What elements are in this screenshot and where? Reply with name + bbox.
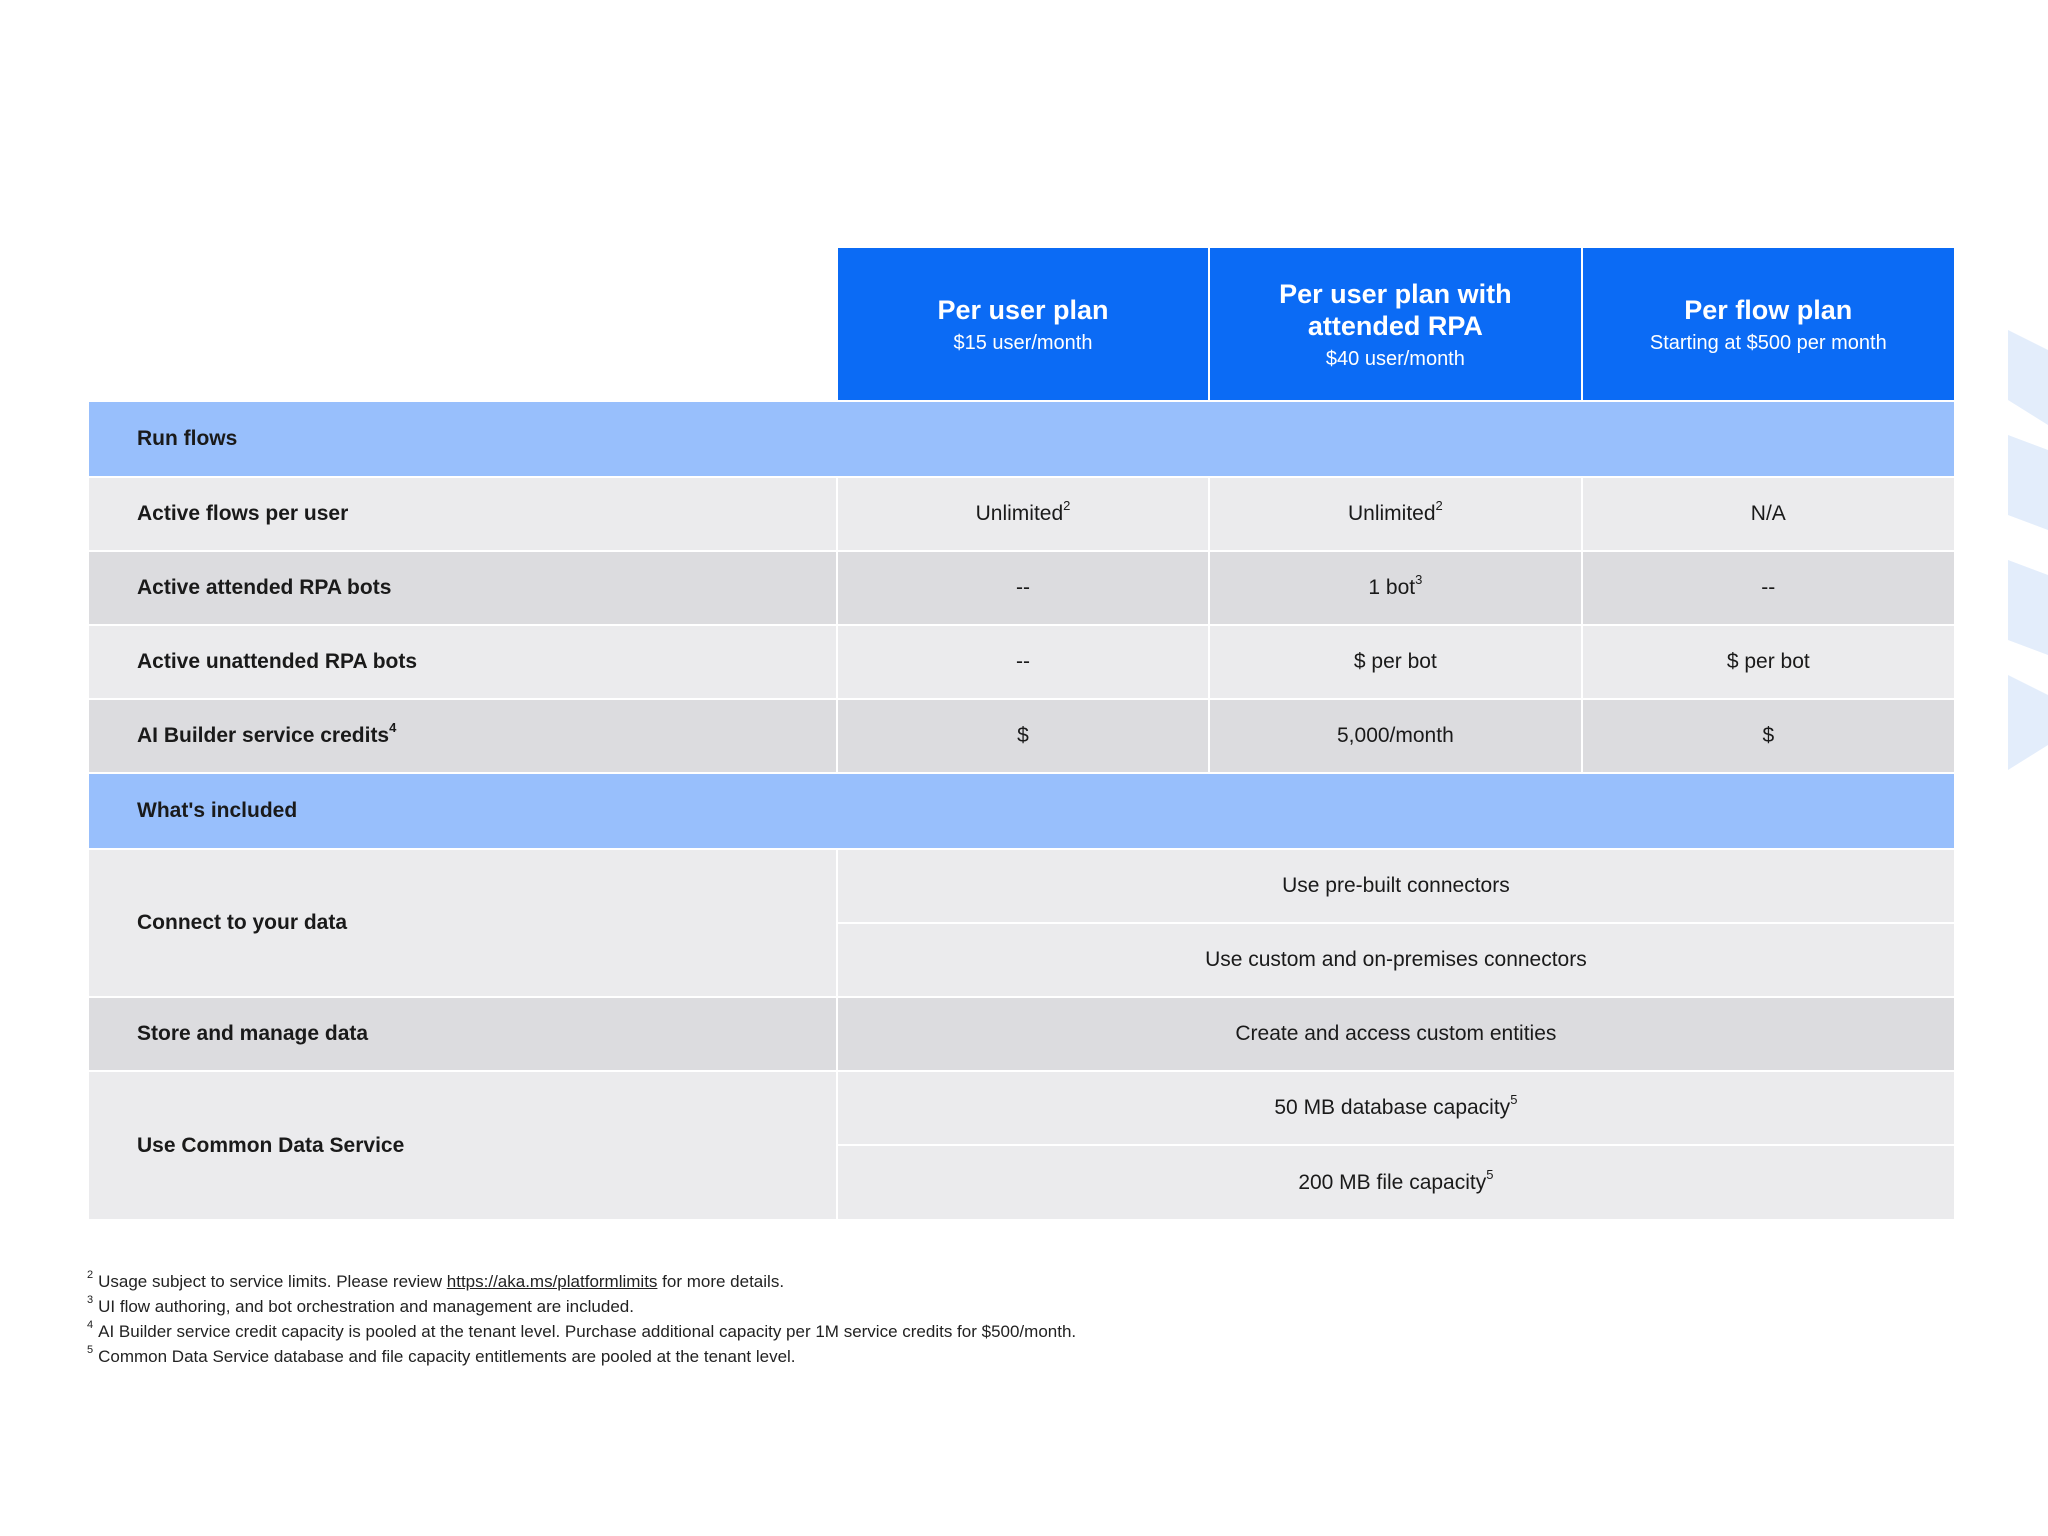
table-row xyxy=(89,477,1954,551)
header-blank-cell xyxy=(89,248,837,401)
platform-limits-link[interactable]: https://aka.ms/platformlimits xyxy=(446,1272,658,1291)
plan-header-per-user xyxy=(837,248,1209,401)
row-label: Active unattended RPA bots xyxy=(89,625,837,699)
plan-header-per-flow xyxy=(1582,248,1954,401)
footnote-marker: 5 xyxy=(1486,1166,1494,1182)
table-cell: Use pre-built connectors xyxy=(837,849,1954,923)
footnote-marker: 5 xyxy=(1510,1092,1518,1107)
footnote-number: 5 xyxy=(87,1344,94,1356)
section-title: Run flows xyxy=(89,401,1954,477)
footnote: $^2$ Usage subject to service limits. Please review https://aka.ms/platformlimits for more details. xyxy=(87,1269,785,1291)
table-cell: Unlimited$^2$ xyxy=(837,477,1209,551)
table-row xyxy=(89,849,1954,923)
table-cell: -- xyxy=(1582,551,1954,625)
plan-name: Per user plan xyxy=(937,294,1109,325)
footnote-number: 2 xyxy=(87,1269,94,1281)
footnote: $^3$ UI flow authoring, and bot orchestration and management are included. xyxy=(87,1294,634,1316)
row-label: Connect to your data xyxy=(89,849,837,997)
plan-name: Per user plan with attended RPA xyxy=(1279,278,1512,341)
section-title: What's included xyxy=(89,773,1954,849)
table-cell: $ per bot xyxy=(1209,625,1581,699)
table-row xyxy=(89,1071,1954,1145)
row-label: Use Common Data Service xyxy=(89,1071,837,1219)
footnote-number: 4 xyxy=(87,1319,94,1331)
plan-name: Per flow plan xyxy=(1684,294,1853,325)
footnote-marker: 3 xyxy=(1415,572,1423,587)
table-cell: 1 bot$^3$ xyxy=(1209,551,1581,625)
plan-price: $15 user/month xyxy=(953,331,1093,354)
footnote-marker: 4 xyxy=(389,720,397,735)
pricing-comparison-table xyxy=(89,248,1954,1219)
table-cell: 50 MB database capacity$^5$ xyxy=(837,1071,1954,1145)
footnotes xyxy=(87,1269,1076,1369)
section-row-whats-included xyxy=(89,773,1954,849)
table-cell: -- xyxy=(837,625,1209,699)
table-row xyxy=(89,625,1954,699)
row-label: AI Builder service credits$^4$ xyxy=(89,699,837,773)
row-label: Store and manage data xyxy=(89,997,837,1071)
table-cell: $ per bot xyxy=(1582,625,1954,699)
footnote: $^5$ Common Data Service database and file capacity entitlements are pooled at the tenant level. xyxy=(87,1344,796,1366)
footnote-marker: 2 xyxy=(1063,498,1071,513)
decorative-chevron-graphic xyxy=(2008,330,2048,770)
table-cell: Create and access custom entities xyxy=(837,997,1954,1071)
table-cell: 200 MB file capacity$^5$ xyxy=(837,1145,1954,1219)
plan-price: $40 user/month xyxy=(1325,347,1465,370)
table-cell: Unlimited$^2$ xyxy=(1209,477,1581,551)
table-cell: 5,000/month xyxy=(1209,699,1581,773)
table-cell: Use custom and on-premises connectors xyxy=(837,923,1954,997)
table-cell: N/A xyxy=(1582,477,1954,551)
table-row xyxy=(89,551,1954,625)
plan-header-row xyxy=(89,248,1954,401)
table-row xyxy=(89,699,1954,773)
section-row-run-flows xyxy=(89,401,1954,477)
plan-header-per-user-rpa xyxy=(1209,248,1581,401)
table-cell: -- xyxy=(837,551,1209,625)
table-row xyxy=(89,997,1954,1071)
footnote-number: 3 xyxy=(87,1294,94,1306)
plan-price: Starting at $500 per month xyxy=(1649,331,1887,354)
row-label: Active attended RPA bots xyxy=(89,551,837,625)
footnote-marker: 2 xyxy=(1435,498,1443,513)
table-cell: $ xyxy=(1582,699,1954,773)
table-cell: $ xyxy=(837,699,1209,773)
footnote: $^4$ AI Builder service credit capacity is pooled at the tenant level. Purchase additional capacity per 1M service credits for $500/month. xyxy=(87,1319,1077,1341)
row-label: Active flows per user xyxy=(89,477,837,551)
